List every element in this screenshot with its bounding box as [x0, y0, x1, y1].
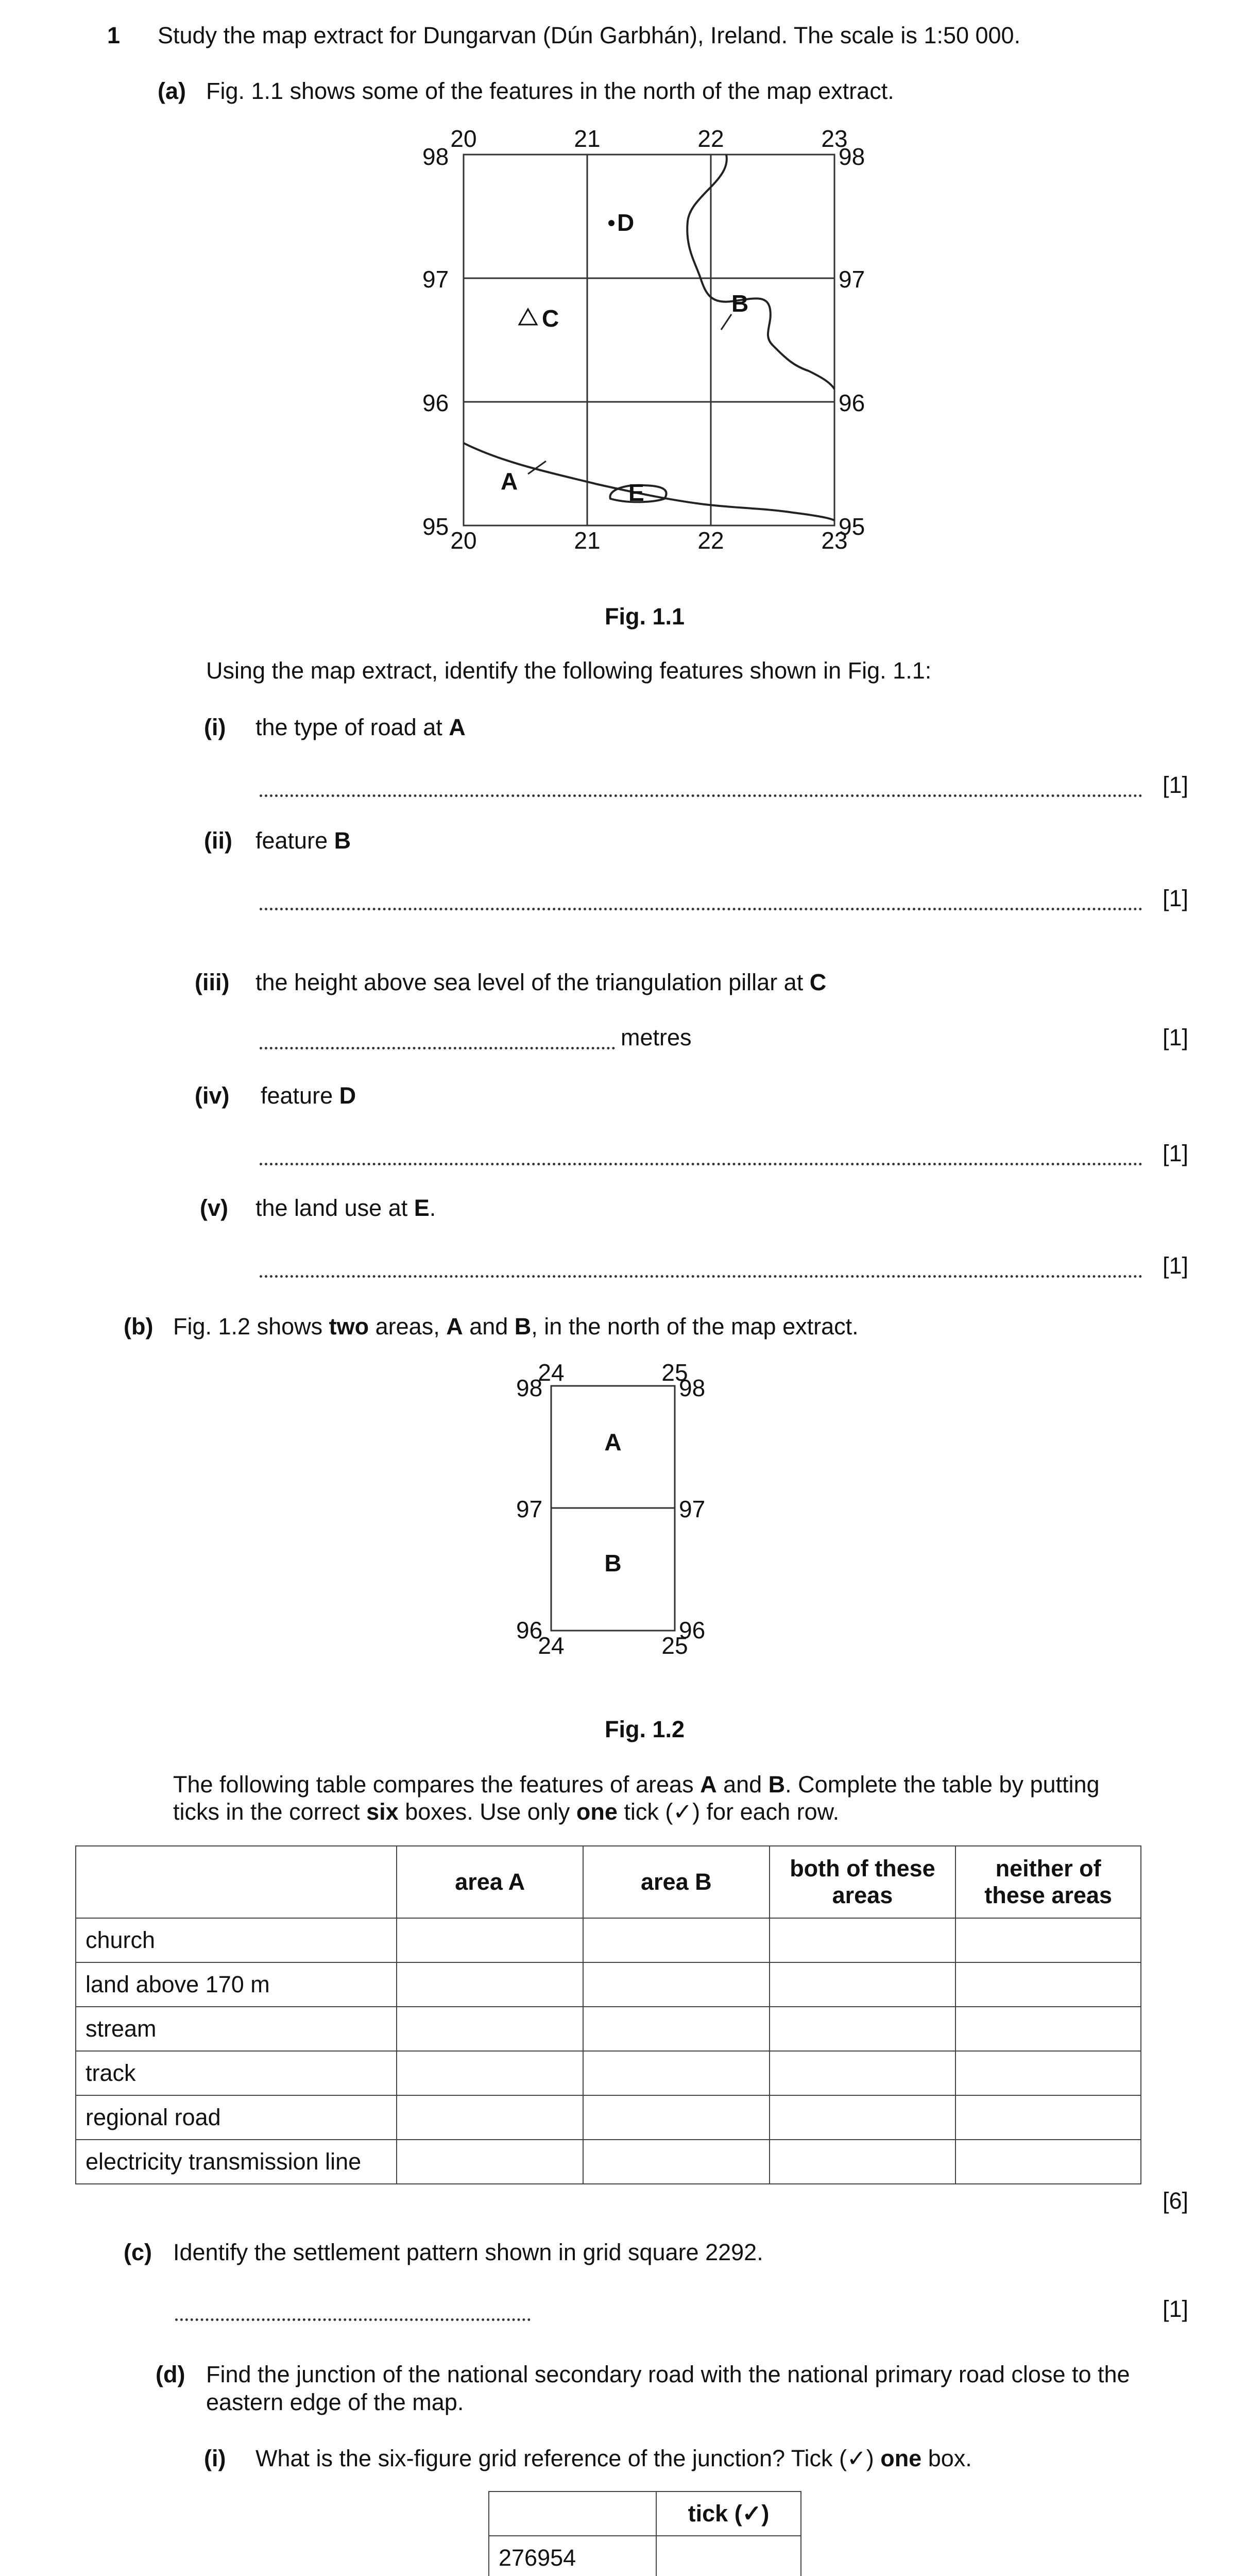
road-line — [464, 443, 834, 520]
part-a-ii-question: feature B — [255, 827, 351, 854]
part-a-text: Fig. 1.1 shows some of the features in the north of the map extract. — [206, 78, 894, 104]
y-tick-right: 97 — [839, 266, 865, 293]
label-d: D — [617, 209, 635, 236]
part-b-label: (b) — [124, 1313, 153, 1340]
header-blank — [76, 1846, 397, 1918]
part-d-text-1: Find the junction of the national secondary road with the national primary road close to the — [206, 2361, 1130, 2387]
part-d-i-num: (i) — [204, 2445, 226, 2471]
y-tick-left: 97 — [516, 1496, 543, 1522]
part-a-instruction: Using the map extract, identify the following features shown in Fig. 1.1: — [206, 657, 932, 684]
tick-cell[interactable] — [397, 2140, 583, 2184]
marks: [1] — [1162, 2296, 1188, 2322]
tick-cell[interactable] — [955, 2007, 1141, 2051]
x-tick-bottom: 22 — [697, 527, 724, 554]
tick-cell[interactable] — [397, 2007, 583, 2051]
question-intro: Study the map extract for Dungarvan (Dún Garbhán), Ireland. The scale is 1:50 000. — [158, 22, 1021, 48]
part-b-instruction-1: The following table compares the features of areas A and B. Complete the table by putting — [173, 1771, 1100, 1798]
header-blank — [489, 2492, 656, 2536]
y-tick-left: 96 — [516, 1617, 543, 1643]
y-tick-right: 98 — [839, 143, 865, 170]
header-neither: neither of these areas — [955, 1846, 1141, 1918]
y-tick-left: 95 — [422, 513, 449, 540]
answer-line[interactable] — [260, 1275, 1142, 1278]
fig-1-2-caption: Fig. 1.2 — [605, 1716, 685, 1742]
part-d-i-question: What is the six-figure grid reference of the junction? Tick (✓) one box. — [255, 2445, 972, 2471]
header-tick: tick (✓) — [656, 2492, 801, 2536]
x-tick-top: 23 — [821, 125, 848, 152]
marks: [1] — [1162, 772, 1188, 798]
y-tick-right: 96 — [679, 1617, 706, 1643]
tick-cell[interactable] — [583, 2095, 770, 2140]
header-area-a: area A — [397, 1846, 583, 1918]
feature-d-dot — [608, 220, 615, 226]
area-b-label: B — [604, 1550, 622, 1577]
x-tick-bottom: 24 — [538, 1632, 565, 1659]
tick-cell[interactable] — [397, 2095, 583, 2140]
tick-cell[interactable] — [955, 2095, 1141, 2140]
part-a-iii-question: the height above sea level of the triangulation pillar at C — [255, 969, 827, 995]
fig-1-1-caption: Fig. 1.1 — [605, 603, 685, 630]
label-a: A — [501, 468, 518, 495]
unit-metres: metres — [621, 1024, 692, 1050]
tick-cell[interactable] — [583, 2007, 770, 2051]
tick-cell[interactable] — [955, 1918, 1141, 1962]
tick-cell[interactable] — [770, 2051, 956, 2095]
x-tick-top: 24 — [538, 1360, 565, 1386]
marks: [1] — [1162, 885, 1188, 911]
part-a-iv-question: feature D — [261, 1082, 356, 1109]
label-b: B — [731, 290, 749, 317]
comparison-table — [75, 1845, 1141, 2184]
header-area-b: area B — [583, 1846, 770, 1918]
tick-cell[interactable] — [583, 1918, 770, 1962]
tick-cell[interactable] — [583, 1962, 770, 2007]
y-tick-left: 97 — [422, 266, 449, 293]
y-tick-right: 98 — [679, 1375, 706, 1401]
triangulation-pillar-icon — [519, 309, 537, 325]
part-a-i-num: (i) — [204, 714, 226, 740]
marks: [1] — [1162, 1252, 1188, 1279]
tick-cell[interactable] — [656, 2536, 801, 2576]
part-a-label: (a) — [158, 78, 186, 104]
part-a-v-num: (v) — [200, 1195, 228, 1221]
answer-line[interactable] — [260, 908, 1142, 910]
tick-cell[interactable] — [397, 1962, 583, 2007]
part-c-label: (c) — [124, 2239, 152, 2265]
answer-line[interactable] — [175, 2318, 531, 2321]
option-label: 276954 — [489, 2536, 656, 2576]
part-a-iv-num: (iv) — [195, 1082, 230, 1109]
y-tick-right: 97 — [679, 1496, 706, 1522]
y-tick-left: 98 — [516, 1375, 543, 1401]
x-tick-bottom: 23 — [821, 527, 848, 554]
row-label: regional road — [76, 2095, 397, 2140]
row-label: land above 170 m — [76, 1962, 397, 2007]
label-e: E — [628, 479, 644, 506]
label-c: C — [542, 305, 559, 332]
x-tick-top: 20 — [450, 125, 477, 152]
y-tick-right: 96 — [839, 389, 865, 416]
part-c-text: Identify the settlement pattern shown in grid square 2292. — [173, 2239, 763, 2265]
row-label: stream — [76, 2007, 397, 2051]
x-tick-top: 22 — [697, 125, 724, 152]
part-a-iii-num: (iii) — [195, 969, 230, 995]
marks: [1] — [1162, 1140, 1188, 1166]
part-a-i-question: the type of road at A — [255, 714, 466, 740]
tick-cell[interactable] — [770, 1918, 956, 1962]
row-label: church — [76, 1918, 397, 1962]
fig-1-2-map — [505, 1360, 721, 1690]
part-d-text-2: eastern edge of the map. — [206, 2389, 464, 2415]
tick-cell[interactable] — [397, 2051, 583, 2095]
tick-cell[interactable] — [770, 1962, 956, 2007]
y-tick-right: 95 — [839, 513, 865, 540]
part-a-v-question: the land use at E. — [255, 1195, 436, 1221]
question-number: 1 — [107, 22, 121, 48]
tick-cell[interactable] — [955, 2051, 1141, 2095]
fig-1-1-map — [402, 124, 886, 577]
leader-b — [721, 314, 731, 330]
tick-cell[interactable] — [770, 2140, 956, 2184]
tick-cell[interactable] — [583, 2051, 770, 2095]
answer-line[interactable] — [260, 1163, 1142, 1165]
header-both: both of these areas — [770, 1846, 956, 1918]
tick-cell[interactable] — [955, 2140, 1141, 2184]
part-d-label: (d) — [156, 2361, 185, 2387]
part-b-text: Fig. 1.2 shows two areas, A and B, in the north of the map extract. — [173, 1313, 859, 1340]
part-b-instruction-2: ticks in the correct six boxes. Use only one tick (✓) for each row. — [173, 1799, 840, 1825]
tick-cell[interactable] — [397, 1918, 583, 1962]
river-line — [687, 155, 834, 389]
x-tick-top: 25 — [661, 1360, 688, 1386]
x-tick-bottom: 20 — [450, 527, 477, 554]
area-a-label: A — [604, 1429, 622, 1455]
y-tick-left: 96 — [422, 389, 449, 416]
part-a-ii-num: (ii) — [204, 827, 232, 854]
x-tick-bottom: 21 — [574, 527, 601, 554]
x-tick-top: 21 — [574, 125, 601, 152]
marks: [6] — [1162, 2188, 1188, 2214]
x-tick-bottom: 25 — [661, 1632, 688, 1659]
row-label: track — [76, 2051, 397, 2095]
tick-cell[interactable] — [583, 2140, 770, 2184]
y-tick-left: 98 — [422, 143, 449, 170]
row-label: electricity transmission line — [76, 2140, 397, 2184]
marks: [1] — [1162, 1024, 1188, 1050]
answer-line[interactable] — [260, 1047, 615, 1049]
answer-line[interactable] — [260, 794, 1142, 797]
tick-cell[interactable] — [770, 2095, 956, 2140]
tick-cell[interactable] — [955, 1962, 1141, 2007]
grid-reference-table — [488, 2491, 801, 2576]
tick-cell[interactable] — [770, 2007, 956, 2051]
